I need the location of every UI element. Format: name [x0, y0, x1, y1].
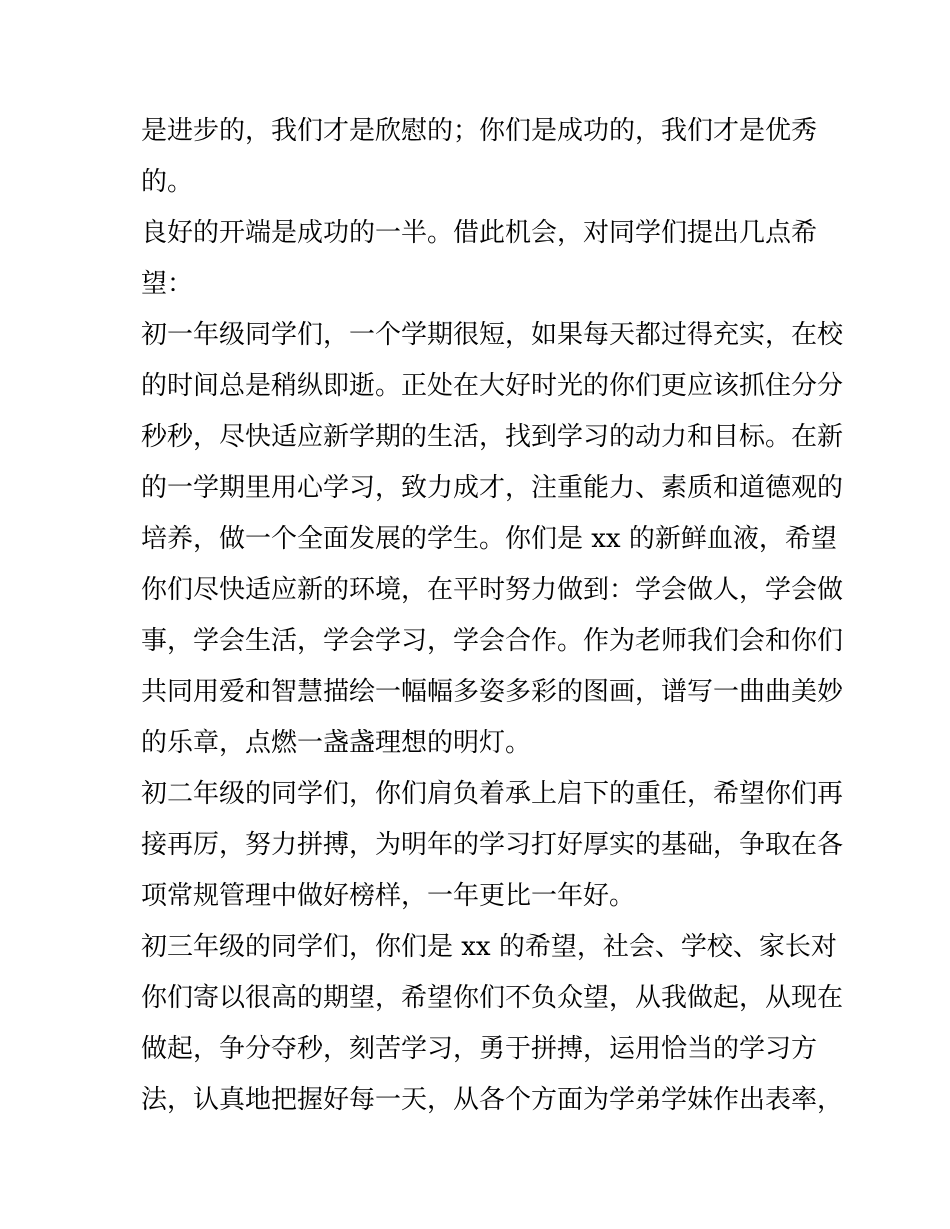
- text-line: 的。: [141, 167, 194, 197]
- text-line: 的时间总是稍纵即逝。正处在大好时光的你们更应该抓住分分: [141, 371, 844, 401]
- text-line: 望：: [141, 269, 194, 299]
- text-line: 是进步的，我们才是欣慰的；你们是成功的，我们才是优秀: [141, 116, 818, 146]
- text-line: 共同用爱和智慧描绘一幅幅多姿多彩的图画，谱写一曲曲美妙: [141, 677, 844, 707]
- text-line: 良好的开端是成功的一半。借此机会，对同学们提出几点希: [141, 218, 818, 248]
- text-line: 初二年级的同学们，你们肩负着承上启下的重任，希望你们再: [141, 779, 844, 809]
- text-line: 事，学会生活，学会学习，学会合作。作为老师我们会和你们: [141, 626, 844, 656]
- text-line: 秒秒，尽快适应新学期的生活，找到学习的动力和目标。在新: [141, 422, 844, 452]
- text-line: 你们尽快适应新的环境，在平时努力做到：学会做人，学会做: [141, 575, 844, 605]
- document-body: [141, 106, 844, 1126]
- text-line: 法，认真地把握好每一天，从各个方面为学弟学妹作出表率，: [141, 1085, 844, 1115]
- text-line: 的一学期里用心学习，致力成才，注重能力、素质和道德观的: [141, 473, 844, 503]
- text-line: 接再厉，努力拼搏，为明年的学习打好厚实的基础，争取在各: [141, 830, 844, 860]
- text-line: 培养，做一个全面发展的学生。你们是 xx 的新鲜血液，希望: [141, 524, 837, 554]
- text-line: 项常规管理中做好榜样，一年更比一年好。: [141, 881, 636, 911]
- text-line: 初一年级同学们，一个学期很短，如果每天都过得充实，在校: [141, 320, 844, 350]
- text-line: 做起，争分夺秒，刻苦学习，勇于拼搏，运用恰当的学习方: [141, 1034, 818, 1064]
- text-line: 的乐章，点燃一盏盏理想的明灯。: [141, 728, 532, 758]
- text-line: 你们寄以很高的期望，希望你们不负众望，从我做起，从现在: [141, 983, 844, 1013]
- text-line: 初三年级的同学们，你们是 xx 的希望，社会、学校、家长对: [141, 932, 837, 962]
